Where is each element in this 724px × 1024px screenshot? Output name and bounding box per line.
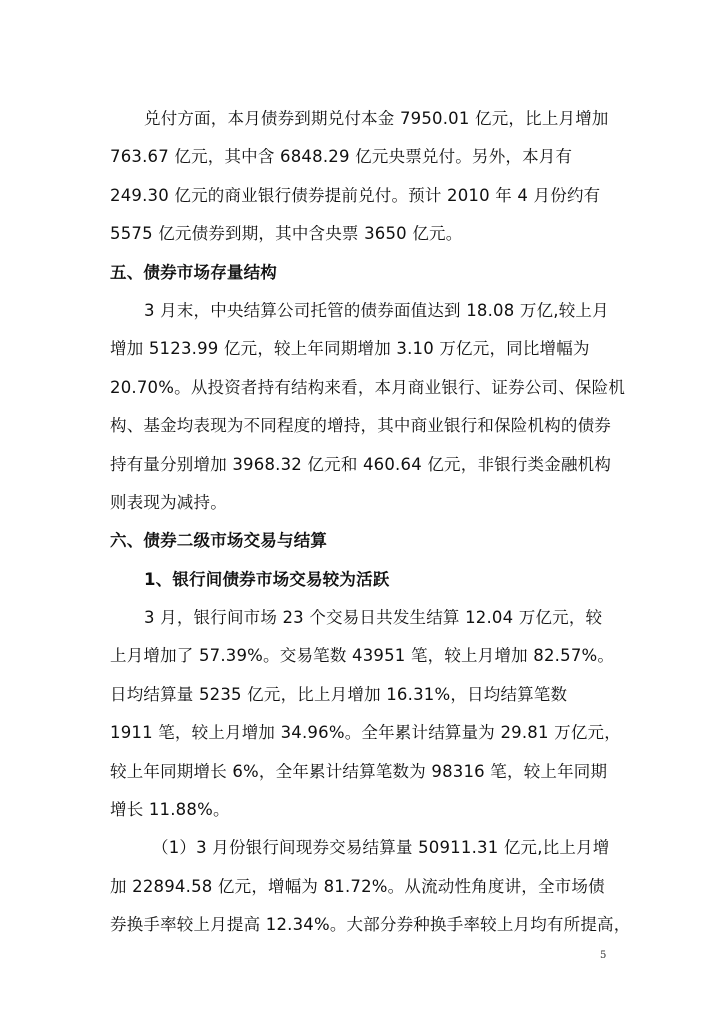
section-heading-6: 六、债券二级市场交易与结算 — [110, 531, 328, 551]
paragraph-stock-line4: 构、基金均表现为不同程度的增持，其中商业银行和保险机构的债券 — [110, 416, 611, 436]
subsection-heading-1: 1、银行间债券市场交易较为活跃 — [144, 569, 390, 589]
paragraph-trading-line2: 上月增加了 57.39%。交易笔数 43951 笔，较上月增加 82.57%。 — [110, 646, 615, 666]
paragraph-trading-line3: 日均结算量 5235 亿元，比上月增加 16.31%，日均结算笔数 — [110, 684, 568, 704]
paragraph-stock-line2: 增加 5123.99 亿元，较上年同期增加 3.10 万亿元，同比增幅为 — [110, 339, 590, 359]
paragraph-trading-line6: 增长 11.88%。 — [110, 800, 230, 820]
page-number: 5 — [600, 950, 607, 961]
paragraph-spot-line2: 加 22894.58 亿元，增幅为 81.72%。从流动性角度讲，全市场债 — [110, 876, 605, 896]
paragraph-stock-line3: 20.70%。从投资者持有结构来看，本月商业银行、证券公司、保险机 — [110, 377, 626, 397]
paragraph-redemption-line1: 兑付方面，本月债券到期兑付本金 7950.01 亿元，比上月增加 — [144, 109, 609, 128]
paragraph-stock-line5: 持有量分别增加 3968.32 亿元和 460.64 亿元，非银行类金融机构 — [110, 454, 612, 474]
paragraph-trading-line1: 3 月，银行间市场 23 个交易日共发生结算 12.04 万亿元，较 — [144, 608, 603, 628]
section-heading-5: 五、债券市场存量结构 — [110, 262, 277, 282]
paragraph-spot-line1: （1）3 月份银行间现券交易结算量 50911.31 亿元,比上月增 — [152, 838, 610, 858]
paragraph-redemption-line2: 763.67 亿元，其中含 6848.29 亿元央票兑付。另外，本月有 — [110, 147, 573, 167]
paragraph-stock-line6: 则表现为减持。 — [110, 492, 227, 512]
paragraph-spot-line3: 券换手率较上月提高 12.34%。大部分券种换手率较上月均有所提高， — [110, 915, 631, 935]
paragraph-trading-line4: 1911 笔，较上月增加 34.96%。全年累计结算量为 29.81 万亿元， — [110, 723, 621, 743]
paragraph-redemption-line4: 5575 亿元债券到期，其中含央票 3650 亿元。 — [110, 224, 463, 244]
paragraph-redemption-line3: 249.30 亿元的商业银行债券提前兑付。预计 2010 年 4 月份约有 — [110, 185, 601, 205]
document-body — [110, 100, 631, 945]
paragraph-trading-line5: 较上年同期增长 6%，全年累计结算笔数为 98316 笔，较上年同期 — [110, 761, 608, 781]
paragraph-stock-line1: 3 月末，中央结算公司托管的债券面值达到 18.08 万亿,较上月 — [144, 300, 609, 320]
